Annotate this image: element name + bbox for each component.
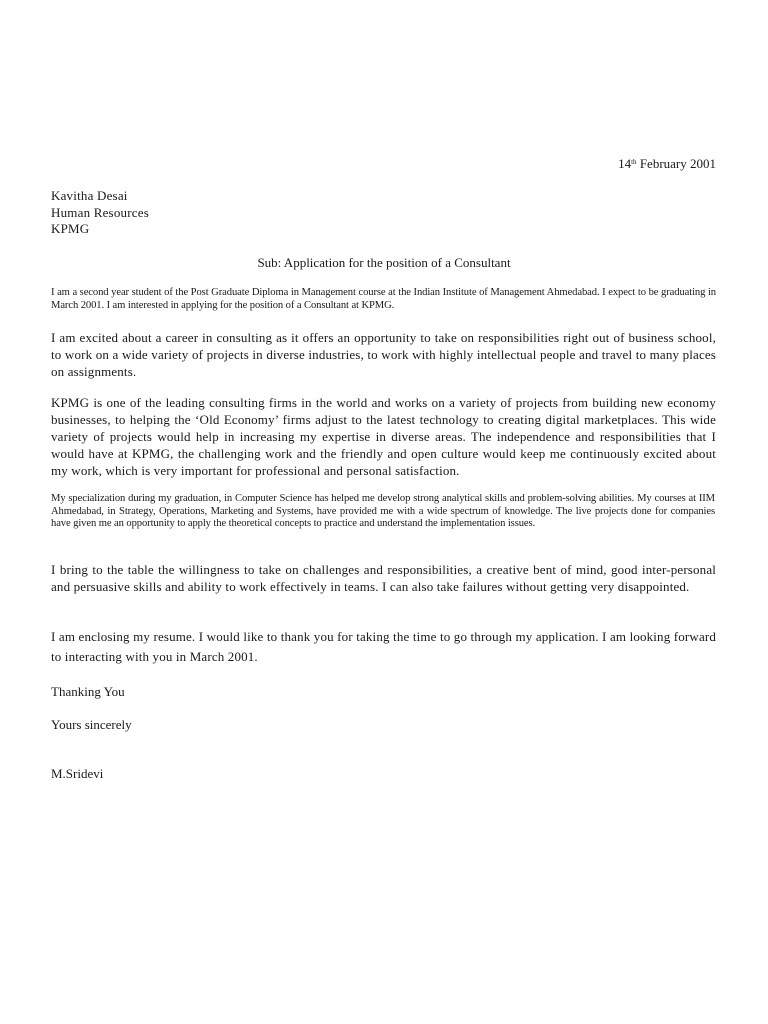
paragraph-enclosure: I am enclosing my resume. I would like to thank you for taking the time to go through my application. I am looking forward to interacting with you in March 2001. xyxy=(51,629,716,664)
date-rest: February 2001 xyxy=(636,156,716,171)
paragraph-strengths: I bring to the table the willingness to take on challenges and responsibilities, a creative bent of mind, good inter-personal and persuasive skills and ability to work effectively in teams. I can also take failures without getting very disappointed. xyxy=(51,562,716,594)
addressee-name: Kavitha Desai xyxy=(51,188,128,203)
addressee-company: KPMG xyxy=(51,221,90,236)
letter-subject: Sub: Application for the position of a Consultant xyxy=(257,255,511,270)
date-day: 14 xyxy=(618,156,632,171)
paragraph-specialization: My specialization during my graduation, in Computer Science has helped me develop strong analytical skills and problem-solving abilities. My courses at IIM Ahmedabad, in Strategy, Operations, Marketing and Systems, have provided me with a wide spectrum of knowledge. The live projects done for companies have given me an opportunity to apply the theoretical concepts to practice and understand the implementation issues. xyxy=(51,493,715,529)
letter-date xyxy=(618,156,716,172)
paragraph-about-kpmg: KPMG is one of the leading consulting firms in the world and works on a variety of projects from building new economy businesses, to helping the ‘Old Economy’ firms adjust to the latest technology to creating digital marketplaces. This wide variety of projects would help in increasing my expertise in diverse areas. The independence and responsibilities that I would have at KPMG, the challenging work and the friendly and open culture would keep me continuously excited about my work, which is very important for professional and personal satisfaction. xyxy=(51,395,716,478)
signature: M.Sridevi xyxy=(51,766,104,781)
date-suffix: th xyxy=(631,158,637,166)
closing-thanks: Thanking You xyxy=(51,684,125,699)
closing-valediction: Yours sincerely xyxy=(51,717,132,732)
addressee-block xyxy=(51,188,149,238)
paragraph-consulting-interest: I am excited about a career in consulting as it offers an opportunity to take on responsibilities right out of business school, to work on a wide variety of projects in diverse industries, to work with highly intellectual people and travel to many places on assignments. xyxy=(51,330,716,379)
paragraph-introduction: I am a second year student of the Post Graduate Diploma in Management course at the Indian Institute of Management Ahmedabad. I expect to be graduating in March 2001. I am interested in applying for the position of a Consultant at KPMG. xyxy=(51,287,716,311)
addressee-department: Human Resources xyxy=(51,204,149,220)
